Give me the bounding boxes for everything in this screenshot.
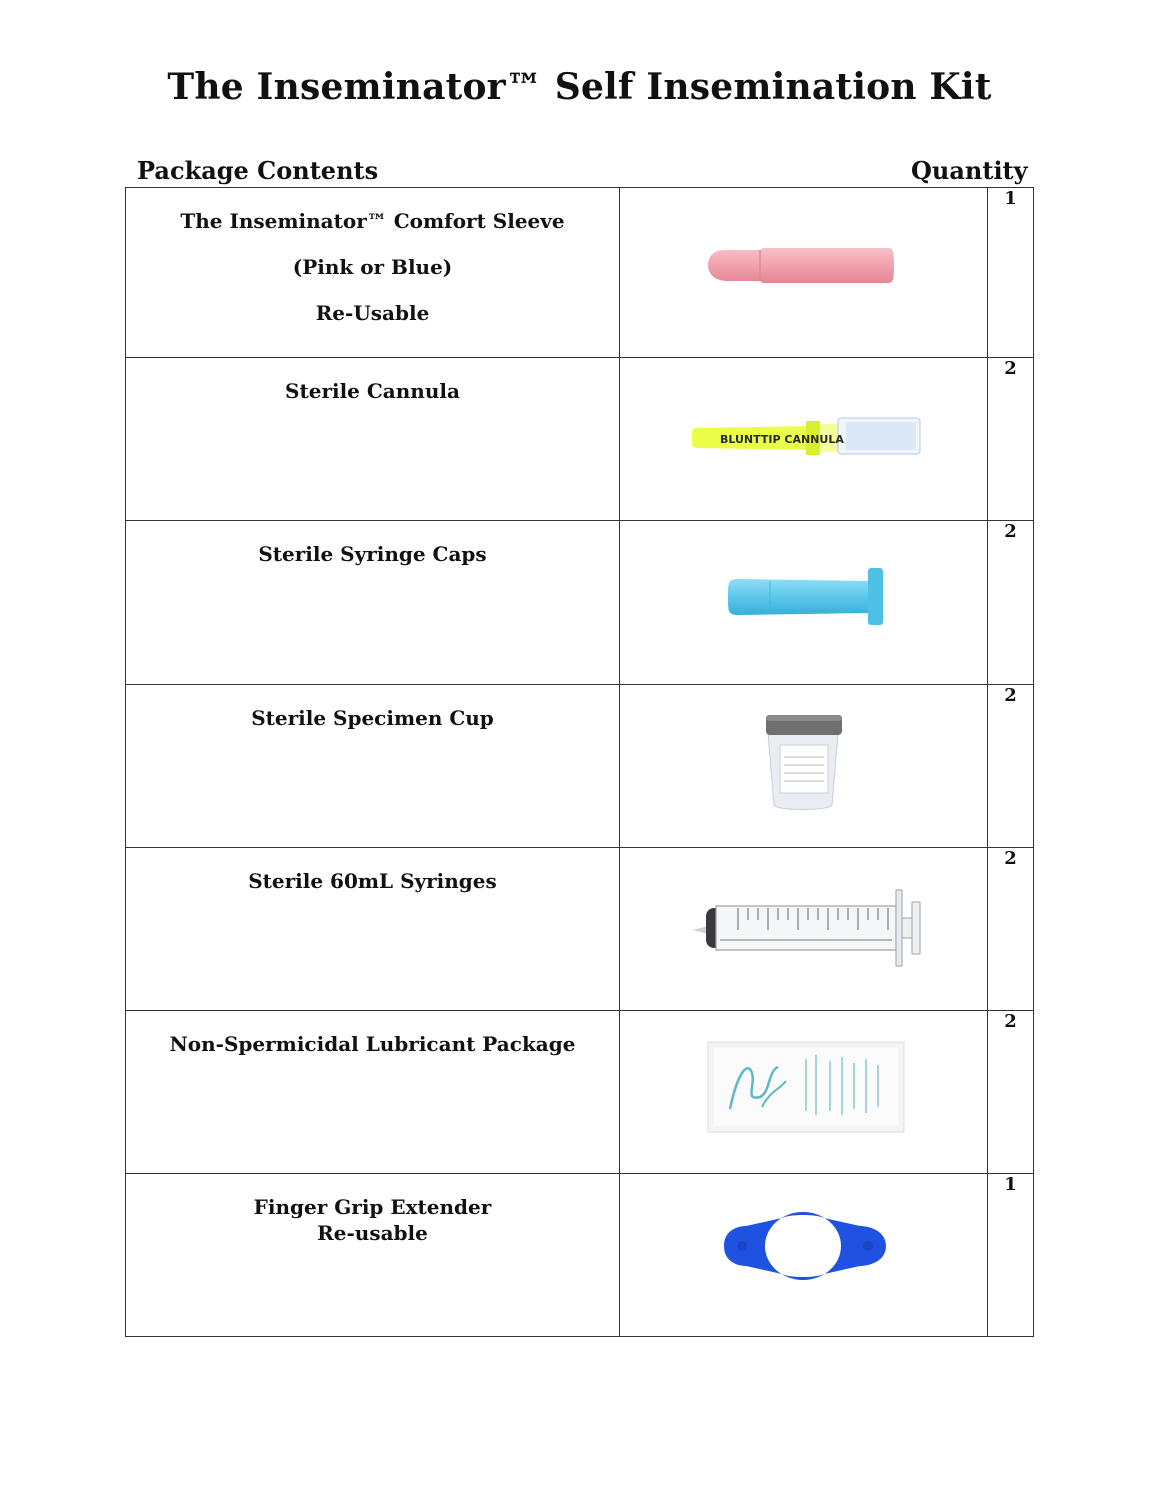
lubricant-packet-icon xyxy=(620,1011,988,1174)
quantity-header: Quantity xyxy=(911,156,1028,185)
item-description xyxy=(126,1174,620,1337)
item-image-cell xyxy=(620,848,988,1011)
page-title: The Inseminator™ Self Insemination Kit xyxy=(167,66,992,108)
item-description xyxy=(126,358,620,521)
syringe-icon xyxy=(620,848,988,1011)
item-quantity: 2 xyxy=(988,521,1034,685)
item-image-cell xyxy=(620,685,988,848)
item-quantity: 1 xyxy=(988,188,1034,358)
table-row xyxy=(126,188,1034,358)
item-image-cell xyxy=(620,358,988,521)
table-row xyxy=(126,1011,1034,1174)
item-image-cell xyxy=(620,1011,988,1174)
item-quantity: 2 xyxy=(988,1011,1034,1174)
item-color-note: (Pink or Blue) xyxy=(292,255,453,279)
specimen-cup-icon xyxy=(620,685,988,848)
kit-contents-table xyxy=(125,187,1034,1337)
item-quantity: 2 xyxy=(988,685,1034,848)
item-description xyxy=(126,1011,620,1174)
item-description xyxy=(126,848,620,1011)
table-row xyxy=(126,1174,1034,1337)
finger-grip-icon xyxy=(620,1174,988,1337)
syringe-cap-icon xyxy=(620,521,988,685)
item-description xyxy=(126,685,620,848)
table-row xyxy=(126,685,1034,848)
item-quantity: 1 xyxy=(988,1174,1034,1337)
item-name: Non-Spermicidal Lubricant Package xyxy=(169,1032,576,1056)
item-quantity: 2 xyxy=(988,848,1034,1011)
item-name: Sterile Syringe Caps xyxy=(258,542,487,566)
item-image-cell xyxy=(620,188,988,358)
comfort-sleeve-icon xyxy=(620,188,988,358)
item-name: Finger Grip Extender xyxy=(253,1195,492,1219)
table-row xyxy=(126,521,1034,685)
item-name: Sterile Specimen Cup xyxy=(251,706,494,730)
item-reuse-note: Re-Usable xyxy=(315,301,430,325)
item-description xyxy=(126,188,620,358)
item-reuse-note: Re-usable xyxy=(317,1221,428,1245)
item-quantity: 2 xyxy=(988,358,1034,521)
item-image-cell xyxy=(620,521,988,685)
table-row xyxy=(126,358,1034,521)
item-description xyxy=(126,521,620,685)
item-name: The Inseminator™ Comfort Sleeve xyxy=(180,209,565,233)
contents-header: Package Contents xyxy=(137,156,379,185)
cannula-icon xyxy=(620,358,988,521)
item-image-cell xyxy=(620,1174,988,1337)
table-row xyxy=(126,848,1034,1011)
item-name: Sterile 60mL Syringes xyxy=(248,869,497,893)
cannula-label: BLUNTTIP CANNULA xyxy=(720,433,844,446)
item-name: Sterile Cannula xyxy=(285,379,460,403)
